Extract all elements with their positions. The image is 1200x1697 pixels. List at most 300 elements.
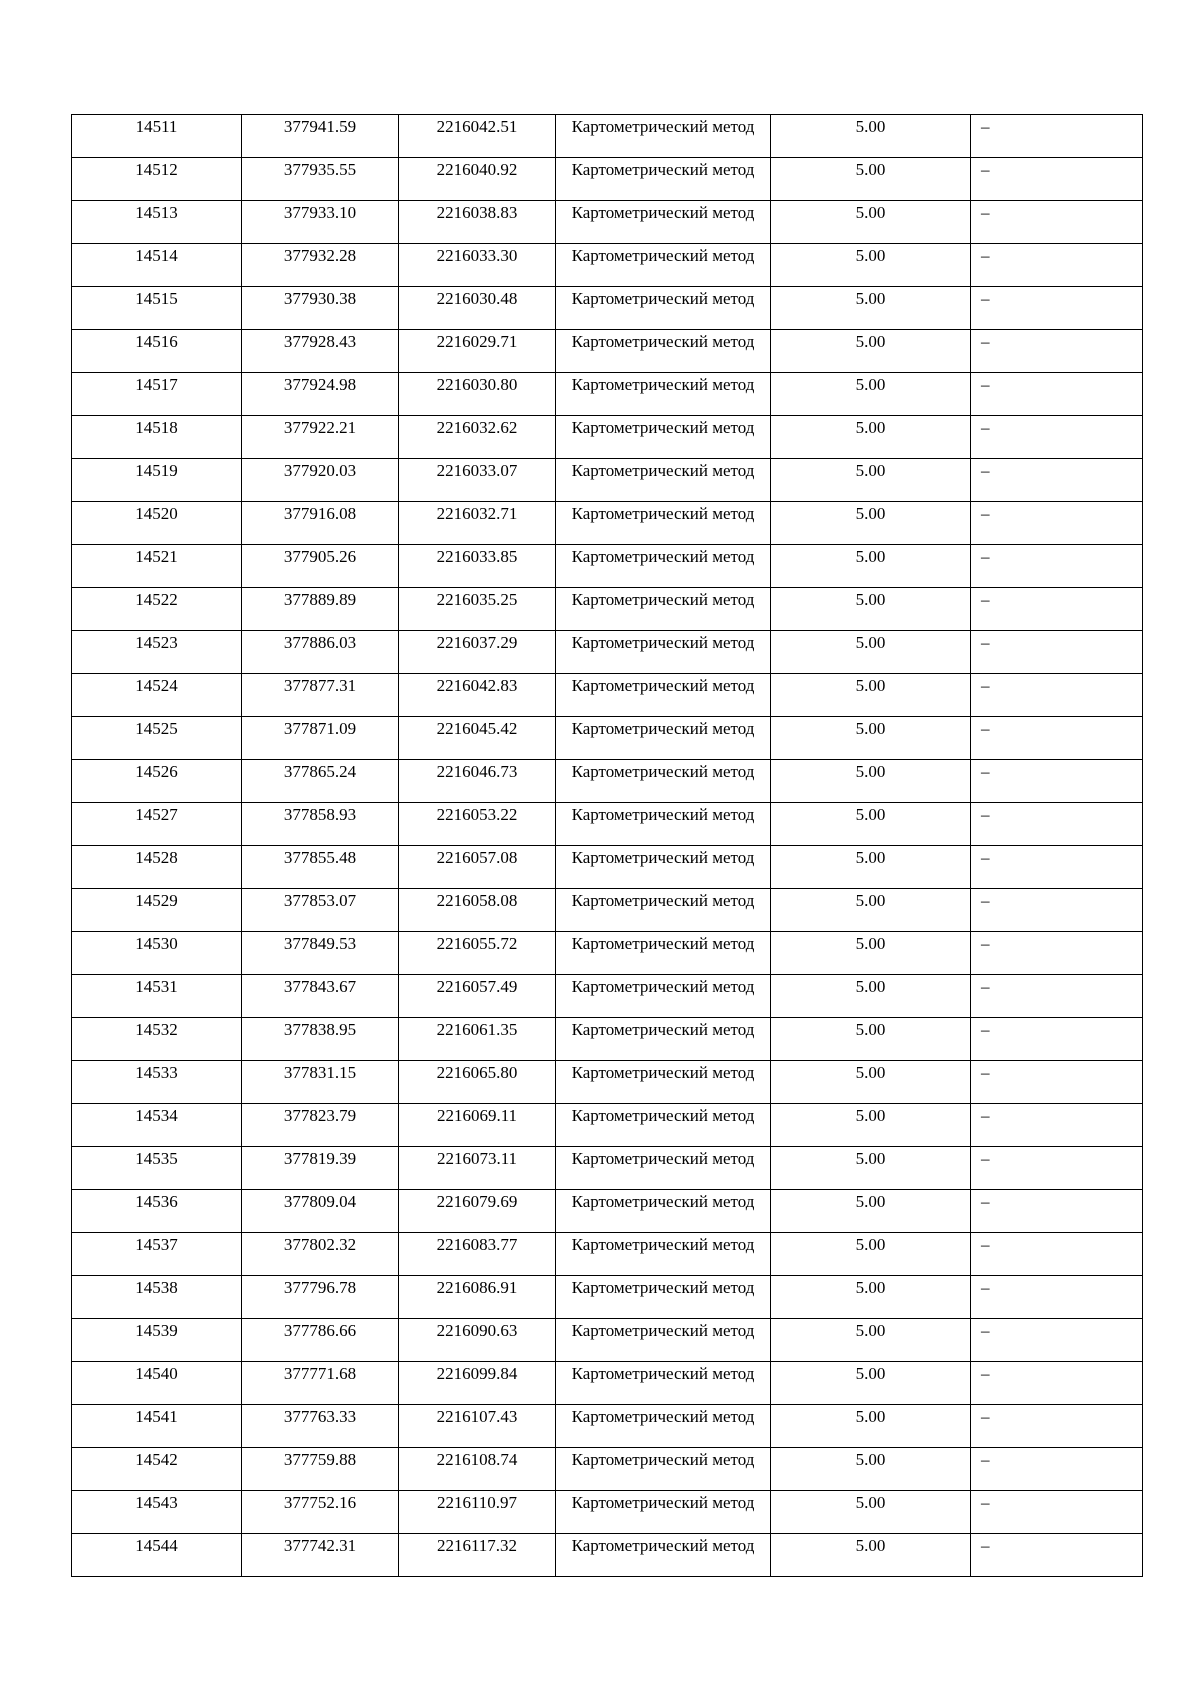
table-row: [72, 416, 1143, 459]
y-coordinate-text: 2216045.42: [436, 719, 518, 738]
method-cell: [556, 588, 771, 631]
note-cell: [971, 158, 1143, 201]
note-cell: [971, 889, 1143, 932]
accuracy-cell: [771, 115, 971, 158]
point-number-cell: [72, 1362, 242, 1405]
method-text: Картометрический метод: [571, 676, 755, 695]
note-cell: [971, 803, 1143, 846]
x-coordinate-cell: [242, 330, 399, 373]
method-text: Картометрический метод: [571, 1493, 755, 1512]
accuracy-text: 5.00: [855, 1106, 886, 1125]
accuracy-cell: [771, 1061, 971, 1104]
x-coordinate-cell: [242, 631, 399, 674]
point-number-text: 14540: [135, 1364, 178, 1383]
note-text: –: [981, 977, 990, 996]
x-coordinate-text: 377877.31: [283, 676, 357, 695]
table-row: [72, 373, 1143, 416]
accuracy-text: 5.00: [855, 1278, 886, 1297]
accuracy-cell: [771, 1405, 971, 1448]
y-coordinate-cell: [399, 1147, 556, 1190]
accuracy-cell: [771, 201, 971, 244]
y-coordinate-text: 2216033.85: [436, 547, 518, 566]
point-number-text: 14521: [135, 547, 178, 566]
method-cell: [556, 373, 771, 416]
point-number-cell: [72, 932, 242, 975]
y-coordinate-text: 2216099.84: [436, 1364, 518, 1383]
x-coordinate-cell: [242, 158, 399, 201]
note-cell: [971, 1405, 1143, 1448]
accuracy-text: 5.00: [855, 805, 886, 824]
y-coordinate-text: 2216083.77: [436, 1235, 518, 1254]
method-text: Картометрический метод: [571, 160, 755, 179]
method-text: Картометрический метод: [571, 633, 755, 652]
point-number-text: 14544: [135, 1536, 178, 1555]
point-number-text: 14533: [135, 1063, 178, 1082]
point-number-text: 14518: [135, 418, 178, 437]
x-coordinate-cell: [242, 846, 399, 889]
x-coordinate-cell: [242, 1018, 399, 1061]
y-coordinate-text: 2216033.30: [436, 246, 518, 265]
note-cell: [971, 1233, 1143, 1276]
method-cell: [556, 416, 771, 459]
table-row: [72, 1491, 1143, 1534]
x-coordinate-cell: [242, 1147, 399, 1190]
point-number-cell: [72, 717, 242, 760]
y-coordinate-cell: [399, 717, 556, 760]
point-number-text: 14524: [135, 676, 178, 695]
method-text: Картометрический метод: [571, 934, 755, 953]
y-coordinate-text: 2216055.72: [436, 934, 518, 953]
accuracy-cell: [771, 1018, 971, 1061]
accuracy-text: 5.00: [855, 246, 886, 265]
y-coordinate-text: 2216079.69: [436, 1192, 518, 1211]
y-coordinate-cell: [399, 1276, 556, 1319]
point-number-cell: [72, 1018, 242, 1061]
note-cell: [971, 932, 1143, 975]
method-text: Картометрический метод: [571, 289, 755, 308]
method-cell: [556, 631, 771, 674]
method-text: Картометрический метод: [571, 1063, 755, 1082]
x-coordinate-text: 377763.33: [283, 1407, 357, 1426]
note-cell: [971, 244, 1143, 287]
note-text: –: [981, 375, 990, 394]
note-text: –: [981, 1536, 990, 1555]
accuracy-cell: [771, 1448, 971, 1491]
table-row: [72, 846, 1143, 889]
note-cell: [971, 1147, 1143, 1190]
note-text: –: [981, 1235, 990, 1254]
method-cell: [556, 803, 771, 846]
point-number-cell: [72, 803, 242, 846]
accuracy-text: 5.00: [855, 590, 886, 609]
y-coordinate-text: 2216037.29: [436, 633, 518, 652]
point-number-text: 14512: [135, 160, 178, 179]
method-cell: [556, 1448, 771, 1491]
x-coordinate-text: 377916.08: [283, 504, 357, 523]
note-cell: [971, 760, 1143, 803]
point-number-text: 14526: [135, 762, 178, 781]
y-coordinate-cell: [399, 1319, 556, 1362]
note-cell: [971, 330, 1143, 373]
x-coordinate-text: 377849.53: [283, 934, 357, 953]
accuracy-cell: [771, 416, 971, 459]
accuracy-text: 5.00: [855, 1020, 886, 1039]
note-text: –: [981, 1407, 990, 1426]
point-number-text: 14531: [135, 977, 178, 996]
point-number-cell: [72, 373, 242, 416]
note-cell: [971, 1061, 1143, 1104]
y-coordinate-text: 2216038.83: [436, 203, 518, 222]
y-coordinate-text: 2216086.91: [436, 1278, 518, 1297]
method-cell: [556, 1190, 771, 1233]
note-text: –: [981, 203, 990, 222]
y-coordinate-cell: [399, 674, 556, 717]
point-number-text: 14514: [135, 246, 178, 265]
accuracy-cell: [771, 244, 971, 287]
accuracy-cell: [771, 1362, 971, 1405]
point-number-cell: [72, 846, 242, 889]
x-coordinate-text: 377819.39: [283, 1149, 357, 1168]
x-coordinate-text: 377853.07: [283, 891, 357, 910]
y-coordinate-text: 2216117.32: [436, 1536, 518, 1555]
point-number-text: 14534: [135, 1106, 178, 1125]
point-number-text: 14542: [135, 1450, 178, 1469]
method-cell: [556, 1104, 771, 1147]
method-text: Картометрический метод: [571, 1364, 755, 1383]
x-coordinate-cell: [242, 287, 399, 330]
y-coordinate-cell: [399, 803, 556, 846]
note-cell: [971, 416, 1143, 459]
y-coordinate-cell: [399, 287, 556, 330]
method-text: Картометрический метод: [571, 977, 755, 996]
method-text: Картометрический метод: [571, 1536, 755, 1555]
accuracy-cell: [771, 674, 971, 717]
note-text: –: [981, 160, 990, 179]
accuracy-cell: [771, 932, 971, 975]
note-cell: [971, 545, 1143, 588]
y-coordinate-cell: [399, 1233, 556, 1276]
y-coordinate-text: 2216033.07: [436, 461, 518, 480]
accuracy-text: 5.00: [855, 848, 886, 867]
x-coordinate-text: 377809.04: [283, 1192, 357, 1211]
note-text: –: [981, 117, 990, 136]
point-number-cell: [72, 287, 242, 330]
table-row: [72, 287, 1143, 330]
method-cell: [556, 330, 771, 373]
accuracy-cell: [771, 1319, 971, 1362]
method-cell: [556, 1405, 771, 1448]
method-text: Картометрический метод: [571, 1149, 755, 1168]
y-coordinate-cell: [399, 1491, 556, 1534]
x-coordinate-text: 377886.03: [283, 633, 357, 652]
note-text: –: [981, 547, 990, 566]
note-cell: [971, 1104, 1143, 1147]
accuracy-cell: [771, 588, 971, 631]
y-coordinate-cell: [399, 588, 556, 631]
method-text: Картометрический метод: [571, 375, 755, 394]
method-text: Картометрический метод: [571, 805, 755, 824]
x-coordinate-cell: [242, 1233, 399, 1276]
method-text: Картометрический метод: [571, 1278, 755, 1297]
point-number-text: 14539: [135, 1321, 178, 1340]
point-number-cell: [72, 975, 242, 1018]
point-number-cell: [72, 1233, 242, 1276]
x-coordinate-text: 377935.55: [283, 160, 357, 179]
method-text: Картометрический метод: [571, 1020, 755, 1039]
accuracy-text: 5.00: [855, 461, 886, 480]
method-cell: [556, 1276, 771, 1319]
method-cell: [556, 158, 771, 201]
accuracy-text: 5.00: [855, 1235, 886, 1254]
table-row: [72, 717, 1143, 760]
accuracy-text: 5.00: [855, 891, 886, 910]
y-coordinate-cell: [399, 244, 556, 287]
point-number-cell: [72, 588, 242, 631]
x-coordinate-cell: [242, 1276, 399, 1319]
point-number-cell: [72, 1448, 242, 1491]
method-cell: [556, 932, 771, 975]
method-cell: [556, 674, 771, 717]
table-row: [72, 1405, 1143, 1448]
note-text: –: [981, 461, 990, 480]
y-coordinate-text: 2216057.49: [436, 977, 518, 996]
y-coordinate-text: 2216040.92: [436, 160, 518, 179]
note-text: –: [981, 1278, 990, 1297]
note-cell: [971, 1491, 1143, 1534]
method-text: Картометрический метод: [571, 1450, 755, 1469]
y-coordinate-text: 2216030.48: [436, 289, 518, 308]
note-text: –: [981, 891, 990, 910]
y-coordinate-text: 2216057.08: [436, 848, 518, 867]
x-coordinate-cell: [242, 588, 399, 631]
x-coordinate-text: 377752.16: [283, 1493, 357, 1512]
point-number-text: 14522: [135, 590, 178, 609]
note-cell: [971, 1448, 1143, 1491]
x-coordinate-cell: [242, 1061, 399, 1104]
accuracy-text: 5.00: [855, 1063, 886, 1082]
accuracy-text: 5.00: [855, 934, 886, 953]
y-coordinate-cell: [399, 1104, 556, 1147]
point-number-cell: [72, 158, 242, 201]
x-coordinate-cell: [242, 1362, 399, 1405]
x-coordinate-text: 377786.66: [283, 1321, 357, 1340]
y-coordinate-cell: [399, 158, 556, 201]
accuracy-cell: [771, 1491, 971, 1534]
note-text: –: [981, 1364, 990, 1383]
y-coordinate-text: 2216069.11: [436, 1106, 518, 1125]
y-coordinate-cell: [399, 1190, 556, 1233]
x-coordinate-cell: [242, 1319, 399, 1362]
x-coordinate-cell: [242, 244, 399, 287]
y-coordinate-cell: [399, 1448, 556, 1491]
method-text: Картометрический метод: [571, 1192, 755, 1211]
x-coordinate-cell: [242, 1190, 399, 1233]
table-row: [72, 588, 1143, 631]
accuracy-cell: [771, 803, 971, 846]
accuracy-text: 5.00: [855, 160, 886, 179]
point-number-text: 14511: [135, 117, 178, 136]
x-coordinate-cell: [242, 373, 399, 416]
note-cell: [971, 287, 1143, 330]
x-coordinate-cell: [242, 1104, 399, 1147]
table-row: [72, 158, 1143, 201]
note-text: –: [981, 504, 990, 523]
y-coordinate-text: 2216058.08: [436, 891, 518, 910]
x-coordinate-cell: [242, 459, 399, 502]
accuracy-cell: [771, 330, 971, 373]
table-row: [72, 674, 1143, 717]
accuracy-cell: [771, 717, 971, 760]
point-number-cell: [72, 1061, 242, 1104]
table-row: [72, 1061, 1143, 1104]
accuracy-text: 5.00: [855, 1321, 886, 1340]
table-row: [72, 545, 1143, 588]
x-coordinate-text: 377838.95: [283, 1020, 357, 1039]
note-cell: [971, 115, 1143, 158]
accuracy-text: 5.00: [855, 719, 886, 738]
method-cell: [556, 717, 771, 760]
method-text: Картометрический метод: [571, 246, 755, 265]
method-cell: [556, 1018, 771, 1061]
method-text: Картометрический метод: [571, 1235, 755, 1254]
table-row: [72, 1276, 1143, 1319]
note-text: –: [981, 719, 990, 738]
note-cell: [971, 1319, 1143, 1362]
method-cell: [556, 201, 771, 244]
note-text: –: [981, 676, 990, 695]
method-text: Картометрический метод: [571, 1407, 755, 1426]
x-coordinate-text: 377742.31: [283, 1536, 357, 1555]
x-coordinate-text: 377855.48: [283, 848, 357, 867]
note-cell: [971, 459, 1143, 502]
point-number-text: 14523: [135, 633, 178, 652]
note-text: –: [981, 418, 990, 437]
x-coordinate-cell: [242, 760, 399, 803]
method-cell: [556, 502, 771, 545]
point-number-cell: [72, 459, 242, 502]
accuracy-text: 5.00: [855, 1536, 886, 1555]
method-cell: [556, 1534, 771, 1577]
y-coordinate-text: 2216035.25: [436, 590, 518, 609]
y-coordinate-cell: [399, 846, 556, 889]
y-coordinate-text: 2216030.80: [436, 375, 518, 394]
accuracy-text: 5.00: [855, 289, 886, 308]
x-coordinate-text: 377889.89: [283, 590, 357, 609]
table-row: [72, 803, 1143, 846]
method-text: Картометрический метод: [571, 504, 755, 523]
note-cell: [971, 975, 1143, 1018]
y-coordinate-text: 2216029.71: [436, 332, 518, 351]
point-number-text: 14532: [135, 1020, 178, 1039]
note-cell: [971, 674, 1143, 717]
method-text: Картометрический метод: [571, 590, 755, 609]
note-text: –: [981, 1063, 990, 1082]
accuracy-text: 5.00: [855, 977, 886, 996]
point-number-cell: [72, 631, 242, 674]
note-text: –: [981, 1020, 990, 1039]
accuracy-cell: [771, 760, 971, 803]
method-cell: [556, 459, 771, 502]
x-coordinate-text: 377928.43: [283, 332, 357, 351]
table-row: [72, 1190, 1143, 1233]
point-number-text: 14535: [135, 1149, 178, 1168]
x-coordinate-cell: [242, 975, 399, 1018]
x-coordinate-text: 377871.09: [283, 719, 357, 738]
x-coordinate-text: 377802.32: [283, 1235, 357, 1254]
note-text: –: [981, 934, 990, 953]
accuracy-text: 5.00: [855, 676, 886, 695]
y-coordinate-cell: [399, 1405, 556, 1448]
note-text: –: [981, 1450, 990, 1469]
method-text: Картометрический метод: [571, 1106, 755, 1125]
method-cell: [556, 1362, 771, 1405]
accuracy-text: 5.00: [855, 762, 886, 781]
x-coordinate-cell: [242, 717, 399, 760]
point-number-cell: [72, 1534, 242, 1577]
point-number-cell: [72, 1405, 242, 1448]
y-coordinate-text: 2216032.62: [436, 418, 518, 437]
note-text: –: [981, 289, 990, 308]
method-cell: [556, 889, 771, 932]
accuracy-text: 5.00: [855, 332, 886, 351]
table-row: [72, 975, 1143, 1018]
x-coordinate-cell: [242, 803, 399, 846]
point-number-cell: [72, 1147, 242, 1190]
note-cell: [971, 1190, 1143, 1233]
note-text: –: [981, 848, 990, 867]
accuracy-text: 5.00: [855, 1450, 886, 1469]
accuracy-text: 5.00: [855, 504, 886, 523]
x-coordinate-text: 377796.78: [283, 1278, 357, 1297]
table-row: [72, 1448, 1143, 1491]
x-coordinate-cell: [242, 545, 399, 588]
note-text: –: [981, 1493, 990, 1512]
point-number-text: 14537: [135, 1235, 178, 1254]
point-number-text: 14529: [135, 891, 178, 910]
point-number-cell: [72, 760, 242, 803]
y-coordinate-text: 2216110.97: [436, 1493, 518, 1512]
table-row: [72, 1018, 1143, 1061]
y-coordinate-cell: [399, 1061, 556, 1104]
coordinates-table: [71, 114, 1143, 1577]
table-row: [72, 631, 1143, 674]
note-cell: [971, 1018, 1143, 1061]
y-coordinate-cell: [399, 975, 556, 1018]
note-cell: [971, 373, 1143, 416]
method-text: Картометрический метод: [571, 461, 755, 480]
y-coordinate-text: 2216042.51: [436, 117, 518, 136]
table-row: [72, 115, 1143, 158]
accuracy-text: 5.00: [855, 1364, 886, 1383]
accuracy-text: 5.00: [855, 1192, 886, 1211]
method-cell: [556, 1061, 771, 1104]
point-number-cell: [72, 330, 242, 373]
accuracy-cell: [771, 975, 971, 1018]
accuracy-text: 5.00: [855, 1407, 886, 1426]
method-text: Картометрический метод: [571, 547, 755, 566]
point-number-text: 14536: [135, 1192, 178, 1211]
y-coordinate-text: 2216042.83: [436, 676, 518, 695]
method-cell: [556, 1491, 771, 1534]
method-text: Картометрический метод: [571, 117, 755, 136]
note-text: –: [981, 1106, 990, 1125]
table-row: [72, 330, 1143, 373]
method-cell: [556, 545, 771, 588]
point-number-text: 14519: [135, 461, 178, 480]
y-coordinate-cell: [399, 201, 556, 244]
y-coordinate-cell: [399, 545, 556, 588]
point-number-cell: [72, 545, 242, 588]
